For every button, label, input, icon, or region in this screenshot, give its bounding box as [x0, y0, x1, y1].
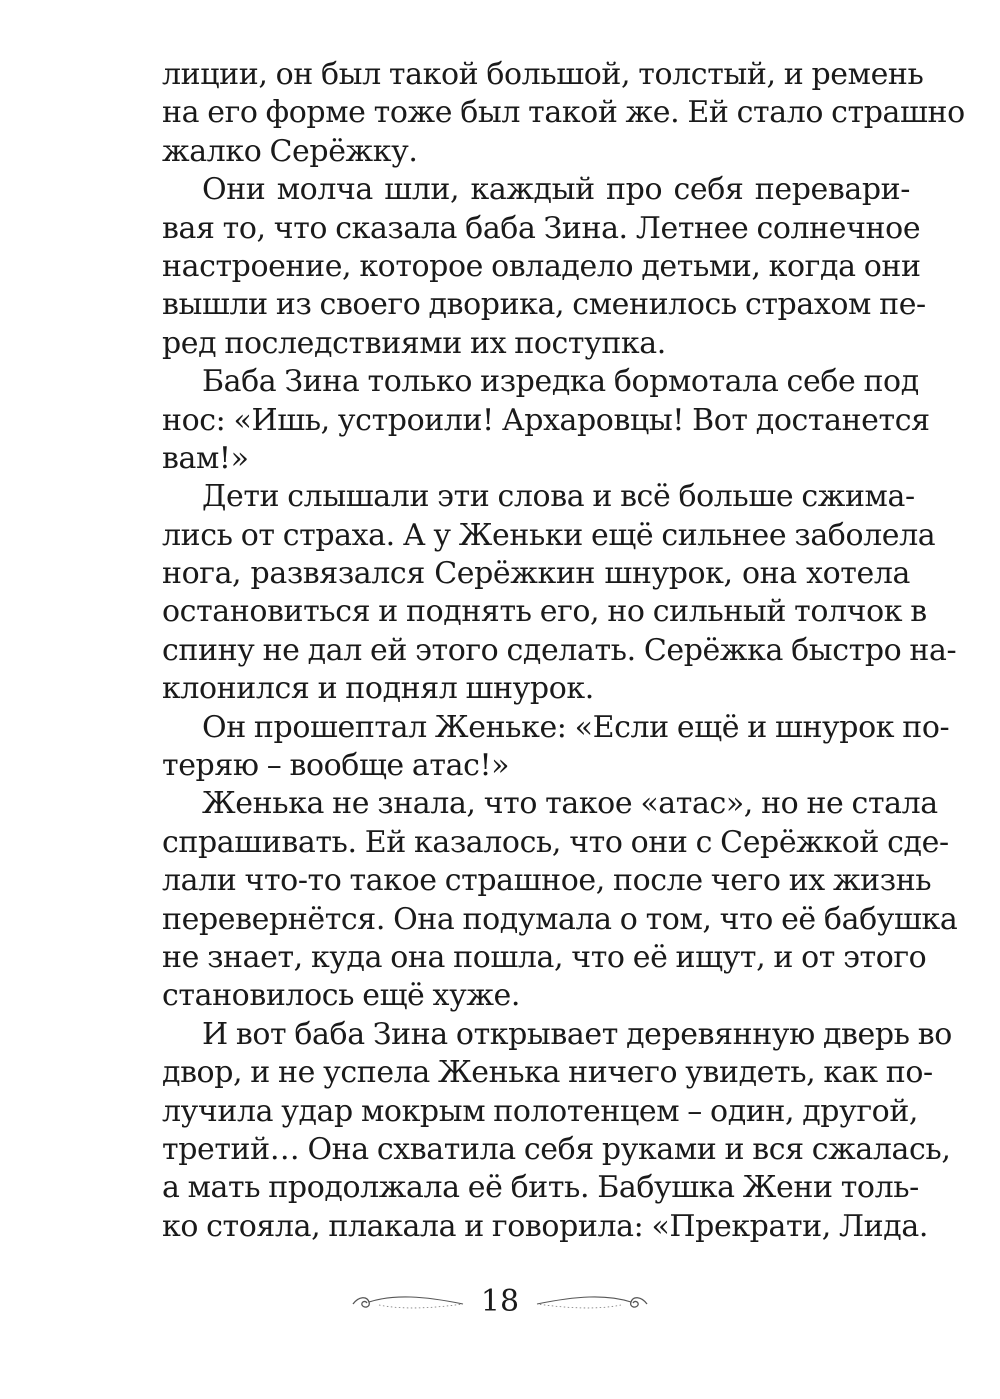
text-line: ред последствиями их поступка. [162, 325, 666, 361]
text-line: Он прошептал Женьке: «Если ещё и шнурок по- [202, 709, 950, 745]
text-line: клонился и поднял шнурок. [162, 671, 594, 707]
text-line: Они молча шли, каждый про себя перевари- [202, 172, 910, 208]
text-line: спину не дал ей этого сделать. Серёжка быстро на- [162, 632, 957, 668]
text-line: третий… Она схватила себя руками и вся сжалась, [162, 1131, 951, 1167]
paragraph [162, 363, 930, 478]
text-line: вышли из своего дворика, сменилось страхом пе- [162, 287, 926, 323]
text-line: настроение, которое овладело детьми, когда они [162, 248, 921, 284]
text-line: лали что-то такое страшное, после чего их жизнь [162, 863, 932, 899]
paragraph [162, 785, 958, 1015]
paragraph [162, 478, 957, 708]
text-line: лиции, он был такой большой, толстый, и ремень [162, 57, 924, 92]
page-number: 18 [480, 1284, 520, 1319]
flourish-left-icon [349, 1290, 469, 1314]
text-line: Женька не знала, что такое «атас», но не стала [202, 786, 938, 822]
text-line: жалко Серёжку. [162, 133, 418, 169]
text-line: нога, развязался Серёжкин шнурок, она хотела [162, 556, 910, 592]
text-line: остановиться и поднять его, но сильный толчок в [162, 594, 927, 630]
text-line: И вот баба Зина открывает деревянную дверь во [202, 1016, 952, 1052]
text-line: спрашивать. Ей казалось, что они с Серёжкой сде- [162, 824, 949, 860]
text-line: нос: «Ишь, устроили! Архаровцы! Вот достанется [162, 402, 930, 438]
text-line: Баба Зина только изредка бормотала себе под [202, 364, 919, 400]
page-footer [0, 1282, 1000, 1322]
text-line: а мать продолжала её бить. Бабушка Жени толь- [162, 1170, 919, 1206]
paragraph [162, 171, 926, 363]
text-line: вам!» [162, 440, 249, 476]
text-line: вая то, что сказала баба Зина. Летнее солнечное [162, 210, 921, 246]
text-line: Дети слышали эти слова и всё больше сжима- [202, 479, 915, 515]
paragraph [162, 709, 950, 786]
paragraph [162, 56, 965, 171]
text-line: становилось ещё хуже. [162, 978, 521, 1014]
text-line: не знает, куда она пошла, что её ищут, и от этого [162, 939, 927, 975]
text-line: на его форме тоже был такой же. Ей стало страшно [162, 95, 965, 131]
text-line: перевернётся. Она подумала о том, что её бабушка [162, 901, 958, 937]
paragraph [162, 1016, 952, 1246]
flourish-right-icon [531, 1290, 651, 1314]
text-line: лучила удар мокрым полотенцем – один, другой, [162, 1093, 919, 1129]
text-line: двор, и не успела Женька ничего увидеть, как по- [162, 1055, 933, 1091]
text-line: лись от страха. А у Женьки ещё сильнее заболела [162, 517, 936, 553]
text-line: теряю – вообще атас!» [162, 748, 510, 784]
text-line: ко стояла, плакала и говорила: «Прекрати, Лида. [162, 1208, 928, 1244]
page-body [162, 56, 965, 1246]
